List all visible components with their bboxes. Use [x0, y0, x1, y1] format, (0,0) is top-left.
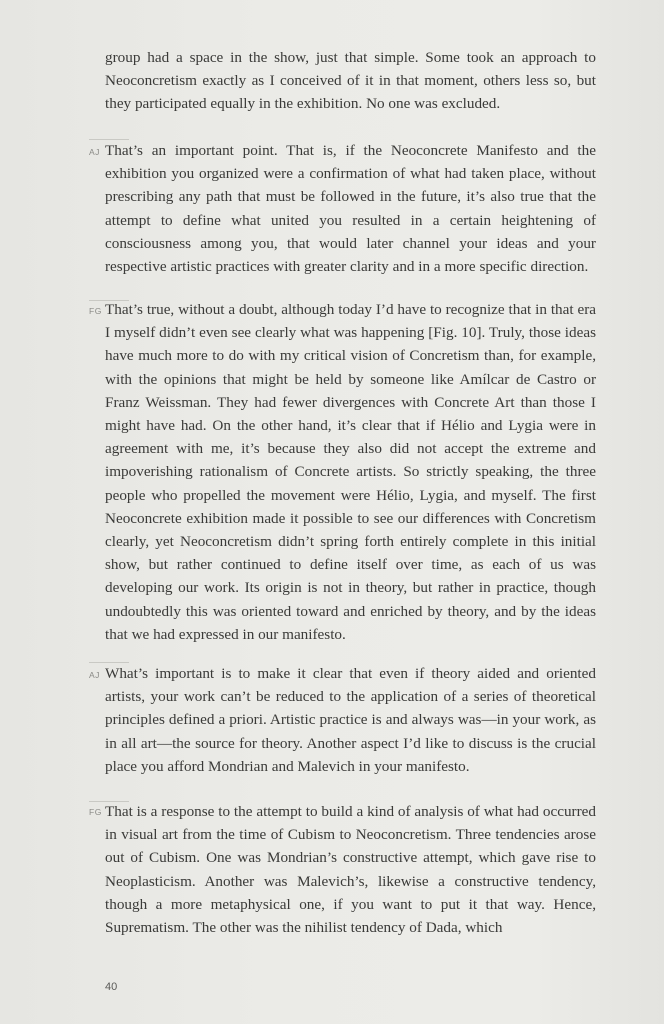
speaker-label: FG — [89, 807, 102, 817]
paragraph-fg-1: That’s true, without a doubt, although today I’d have to recognize that in that era I myself didn’t even see clearly what was happening [Fig. 10]. Truly, those ideas have much more to do with my critical vision of Concretism than, for example, with the opinions that might be held by someone like Amílcar de Castro or Franz Weissman. They had fewer divergences with Concrete Art than those I might have had. On the other hand, it’s clear that if Hélio and Lygia were in agreement with me, it’s because they also did not accept the extreme and impoverishing rationalism of Concrete artists. So strictly speaking, the three people who propelled the movement were Hélio, Lygia, and myself. The first Neoconcrete exhibition made it possible to see our differences with Concretism clearly, yet Neoconcretism didn’t spring forth entirely complete in this initial show, but rather continued to define itself over time, as each of us was developing our work. Its origin is not in theory, but rather in practice, though undoubtedly this was oriented toward and enriched by theory, and by the ideas that we had expressed in our manifesto. — [105, 301, 596, 643]
paragraph-continuation: group had a space in the show, just that simple. Some took an approach to Neoconcretism exactly as I conceived of it in that moment, others less so, but they participated equally in the exhibition. No one was excluded. — [105, 49, 596, 113]
paragraph-fg-2: That is a response to the attempt to build a kind of analysis of what had occurred in visual art from the time of Cubism to Neoconcretism. Three tendencies arose out of Cubism. One was Mondrian’s constructive attempt, which gave rise to Neoplasticism. Another was Malevich’s, likewise a constructive tendency, though a more metaphysical one, if you want to put it that way. Hence, Suprematism. The other was the nihilist tendency of Dada, which — [105, 803, 596, 937]
paragraph-aj-1: That’s an important point. That is, if the Neoconcrete Manifesto and the exhibition you organized were a confirmation of what had taken place, without prescribing any path that must be followed in the future, it’s also true that the attempt to define what united you resulted in a certain heightening of consciousness among you, that would later channel your ideas and your respective artistic practices with greater clarity and in a more specific direction. — [105, 142, 596, 276]
paragraph-aj-2: What’s important is to make it clear that even if theory aided and oriented artists, your work can’t be reduced to the application of a series of theoretical principles defined a priori. Artistic practice is and always was—in your work, as in all art—the source for theory. Another aspect I’d like to discuss is the crucial place you afford Mondrian and Malevich in your manifesto. — [105, 665, 596, 775]
speaker-label: FG — [89, 306, 102, 316]
speaker-label: AJ — [89, 670, 100, 680]
page-number: 40 — [105, 981, 118, 993]
speaker-label: AJ — [89, 147, 100, 157]
